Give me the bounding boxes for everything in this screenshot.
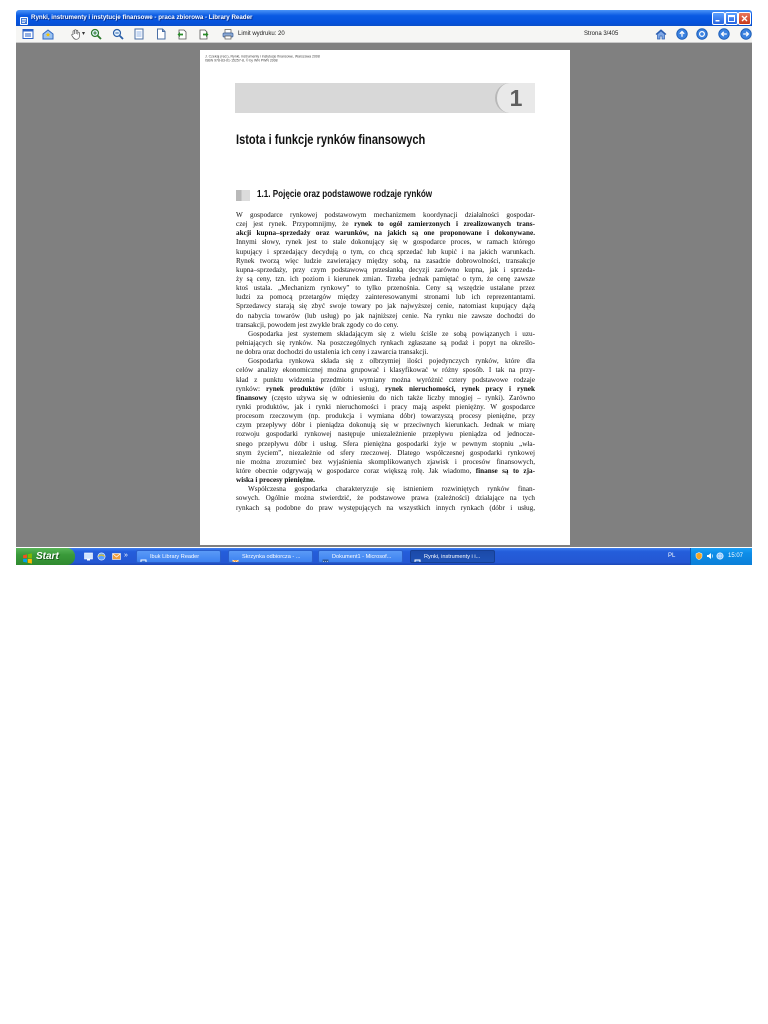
page-header-isbn: ISBN 978-83-01-15257-8, © by WN PWN 2008 [205, 59, 278, 63]
paragraph [236, 211, 535, 330]
text-segment: ludzi za pomocą przetargów między zainteresowanymi stronami lub ich reprezentantami. [236, 293, 535, 302]
text-segment: Sprzedawcy starają się zbyć swoje towary po jak najwyższej cenie, natomiast kupujący dążą [236, 302, 535, 311]
chapter-band [235, 83, 535, 113]
text-line [236, 229, 535, 238]
toolbar [16, 26, 752, 43]
text-line [236, 421, 535, 430]
text-line [236, 248, 535, 257]
bold-text-segment: rynek to ogół zamierzonych i zrealizowanych trans- [354, 220, 535, 229]
text-line [236, 211, 535, 220]
quick-launch-overflow[interactable]: » [124, 552, 128, 559]
fit-page-icon[interactable] [155, 28, 167, 40]
mail-icon[interactable] [112, 552, 121, 561]
text-segment: pełniających się rynków. Na poszczególnych rynkach zgłaszane są podaż i popyt na określo- [236, 338, 535, 347]
text-line [236, 485, 535, 494]
taskbar-item-label: Skrzynka odbiorcza - ... [242, 554, 301, 560]
text-segment: które obecnie odgrywają w gospodarce coraz większą rolę. Jak wiadomo, [236, 466, 476, 475]
zoom-in-icon[interactable] [90, 28, 102, 40]
text-line [236, 504, 535, 513]
text-segment: rynki produktów, jak i rynki nieruchomości i pracy mają aspekt pieniężny. W gospodarce [236, 402, 535, 411]
text-line [236, 376, 535, 385]
text-segment: rozwoju gospodarki rynkowej następuje uniezależnienie przepływu pieniądza od jednocze- [236, 430, 535, 439]
start-label: Start [36, 551, 59, 562]
zoom-out-icon[interactable] [112, 28, 124, 40]
text-segment: kład z punktu widzenia przedmiotu wymiany można wyróżnić cztery podstawowe rodzaje [236, 375, 535, 384]
text-line [236, 412, 535, 421]
bold-text-segment: akcji kupna–sprzedaży oraz warunków, na jakich są one proponowane i dokonywane. [236, 229, 535, 238]
taskbar-item-document[interactable] [318, 550, 403, 563]
window-title: Rynki, instrumenty i instytucje finansowe - praca zbiorowa - Library Reader [31, 14, 253, 21]
page-header [205, 55, 379, 63]
text-segment: Współczesna gospodarka charakteryzuje się istnieniem rozwiniętych rynków finan- [248, 485, 535, 494]
bold-text-segment: finansowy [236, 393, 268, 402]
text-segment: W gospodarce rynkowej podstawowym mechanizmem koordynacji działalności gospodar- [236, 211, 535, 219]
desktop-icon[interactable] [84, 552, 93, 561]
page-header-citation: J. Czekaj (red.), Rynki, instrumenty i instytucje finansowe, Warszawa 2008 [205, 55, 320, 59]
document-viewport[interactable] [16, 43, 752, 547]
text-segment: Innymi słowy, rynek jest to stale dokonujący się w gospodarce proces, w ramach którego [236, 238, 535, 247]
document-page[interactable] [200, 50, 570, 545]
text-segment: ne dobra oraz dochodzi do ustalenia ich ceny i zawarcia transakcji. [236, 348, 429, 357]
text-line [236, 293, 535, 302]
text-line [236, 302, 535, 311]
text-segment: Gospodarka jest systemem składającym się z wielu ściśle ze sobą powiązanych i uzu- [248, 329, 535, 338]
forward-arrow-circle-icon[interactable] [740, 28, 752, 40]
text-segment: (często używa się w odniesieniu do nich także liczby mnogiej – rynki). Zarówno [267, 393, 535, 402]
text-line [236, 458, 535, 467]
text-segment: rynkach są podobne do praw występujących na wszystkich innych rynkach (dóbr i usług, [236, 503, 535, 512]
text-segment: (dóbr i usług), [323, 384, 386, 393]
paragraph [236, 485, 535, 512]
table-of-contents-icon[interactable] [22, 28, 34, 40]
taskbar-item-label: Ibuk Library Reader [150, 554, 200, 560]
bold-text-segment: finanse są to zja- [475, 466, 535, 475]
word-app-icon [322, 553, 329, 560]
text-line [236, 467, 535, 476]
paragraph [236, 357, 535, 485]
book-app-icon [19, 13, 29, 23]
text-line [236, 330, 535, 339]
text-line [236, 357, 535, 366]
dropdown-arrow-icon[interactable]: ▾ [82, 31, 86, 37]
text-segment: snym życiem”, niezależnie od sfery rzeczowej. Dlatego współczesnej gospodarki rynkowej [236, 448, 535, 457]
browser-icon[interactable] [97, 552, 106, 561]
taskbar [16, 548, 752, 565]
previous-page-icon[interactable] [176, 28, 188, 40]
paragraph [236, 330, 535, 357]
text-segment: celów analizy ekonomicznej można grupować i klasyfikować w różny sposób. I tak na przy- [236, 366, 535, 375]
text-segment: Rynek tworzą więc ludzie zawierający między sobą, na zasadzie dobrowolności, transakcje [236, 256, 535, 265]
bold-text-segment: wiska i procesy pieniężne. [236, 476, 315, 485]
system-tray [690, 548, 752, 565]
text-line [236, 266, 535, 275]
chapter-title: Istota i funkcje rynków finansowych [236, 131, 426, 147]
bold-text-segment: rynek nieruchomości, rynek pracy i rynek [385, 384, 535, 393]
text-segment: nie można zrozumieć bez wyjaśnienia skomplikowanych zjawisk i procesów finansowych, [236, 457, 535, 466]
section-marker [236, 190, 250, 201]
text-line [236, 440, 535, 449]
text-line [236, 476, 535, 485]
mail-app-icon [232, 553, 239, 560]
back-arrow-circle-icon[interactable] [718, 28, 730, 40]
text-segment: Gospodarka rynkowa składa się z olbrzymiej ilości pojedynczych rynków, które dla [248, 357, 535, 366]
text-segment: rynków: [236, 384, 266, 393]
text-line [236, 321, 535, 330]
network-icon[interactable] [716, 552, 724, 560]
text-segment: czym przepływy dóbr i pieniądza dokonują się w przeciwnych kierunkach. Jednak w miarę [236, 421, 535, 430]
chapter-number: 1 [509, 85, 523, 111]
title-bar[interactable] [16, 10, 752, 26]
volume-icon[interactable] [706, 552, 714, 560]
fit-width-icon[interactable] [133, 28, 145, 40]
page-indicator: Strona 3/405 [584, 31, 619, 37]
print-icon[interactable] [222, 28, 234, 40]
text-line [236, 339, 535, 348]
taskbar-item-active-book[interactable] [410, 550, 495, 563]
text-segment: sowych. Ogólnie można stwierdzić, że podstawowe prawa (zależności) działające na tych [236, 494, 535, 503]
text-segment: ktoś ustala. „Mechanizm rynkowy” to tylko przenośnia. Ceny są wszędzie ustalane przez [236, 284, 535, 293]
text-line [236, 220, 535, 229]
taskbar-item-label: Dokument1 - Microsof... [332, 554, 392, 560]
text-line [236, 348, 535, 357]
next-page-icon[interactable] [198, 28, 210, 40]
text-line [236, 449, 535, 458]
text-segment: procesom rzeczowym (np. produkcja i wymiana dóbr) towarzyszą procesy pieniężne, przy [236, 412, 535, 421]
bold-text-segment: rynek produktów [265, 384, 324, 393]
text-line [236, 257, 535, 266]
print-limit-label: Limit wydruku: 20 [238, 31, 285, 37]
text-segment: kupna–sprzedaży, przy czym podstawową przesłanką decyzji zarówno kupna, jak i sprzeda- [236, 265, 535, 274]
section-title: 1.1. Pojęcie oraz podstawowe rodzaje rynków [257, 189, 433, 200]
windows-flag-icon [22, 551, 33, 562]
language-indicator[interactable]: PL [668, 553, 676, 559]
chapter-number-tab [495, 83, 535, 113]
library-icon[interactable] [42, 28, 54, 40]
hand-pan-icon[interactable] [70, 28, 82, 40]
reader-app-icon [140, 553, 147, 560]
start-button[interactable] [16, 548, 75, 565]
text-segment: kupujący i sprzedający decydują o tym, co chcą sprzedać lub kupić i na jakich warunkach. [236, 247, 535, 256]
close-button[interactable] [738, 12, 751, 25]
text-line [236, 284, 535, 293]
text-segment: transakcji, powodem jest zwykle brak zgody co do ceny. [236, 320, 399, 329]
text-segment: czej jest rynek. Przypomnijmy, że [236, 220, 355, 229]
text-segment: do nabycia towarów (lub usług) po jak najniższej cenie. Na rynku nie zawsze dochodzi do [236, 311, 535, 320]
security-shield-icon[interactable] [695, 552, 703, 560]
text-line [236, 494, 535, 503]
text-line [236, 385, 535, 394]
house-icon[interactable] [655, 28, 667, 40]
taskbar-item-label: Rynki, instrumenty i i... [424, 554, 481, 560]
text-segment: snego przepływu dóbr i usług. Sfera pieniężna gospodarki żyje w pewnym stopniu „wła- [236, 439, 535, 448]
text-line [236, 275, 535, 284]
text-line [236, 238, 535, 247]
taskbar-item-library-reader[interactable] [136, 550, 221, 563]
taskbar-item-inbox[interactable] [228, 550, 313, 563]
maximize-button[interactable] [725, 12, 738, 25]
taskbar-clock: 15:07 [728, 553, 744, 559]
text-line [236, 394, 535, 403]
text-segment: ży są ceny, tzn. ich poziom i kierunek zmian. Trzeba jednak pamiętać o tym, że cenę zawsze [236, 274, 535, 283]
minimize-button[interactable] [712, 12, 725, 25]
text-line [236, 430, 535, 439]
up-arrow-circle-icon[interactable] [676, 28, 688, 40]
body-text [236, 211, 535, 513]
text-line [236, 403, 535, 412]
text-line [236, 366, 535, 375]
sync-circle-icon[interactable] [696, 28, 708, 40]
text-line [236, 312, 535, 321]
reader-app-icon [414, 553, 421, 560]
